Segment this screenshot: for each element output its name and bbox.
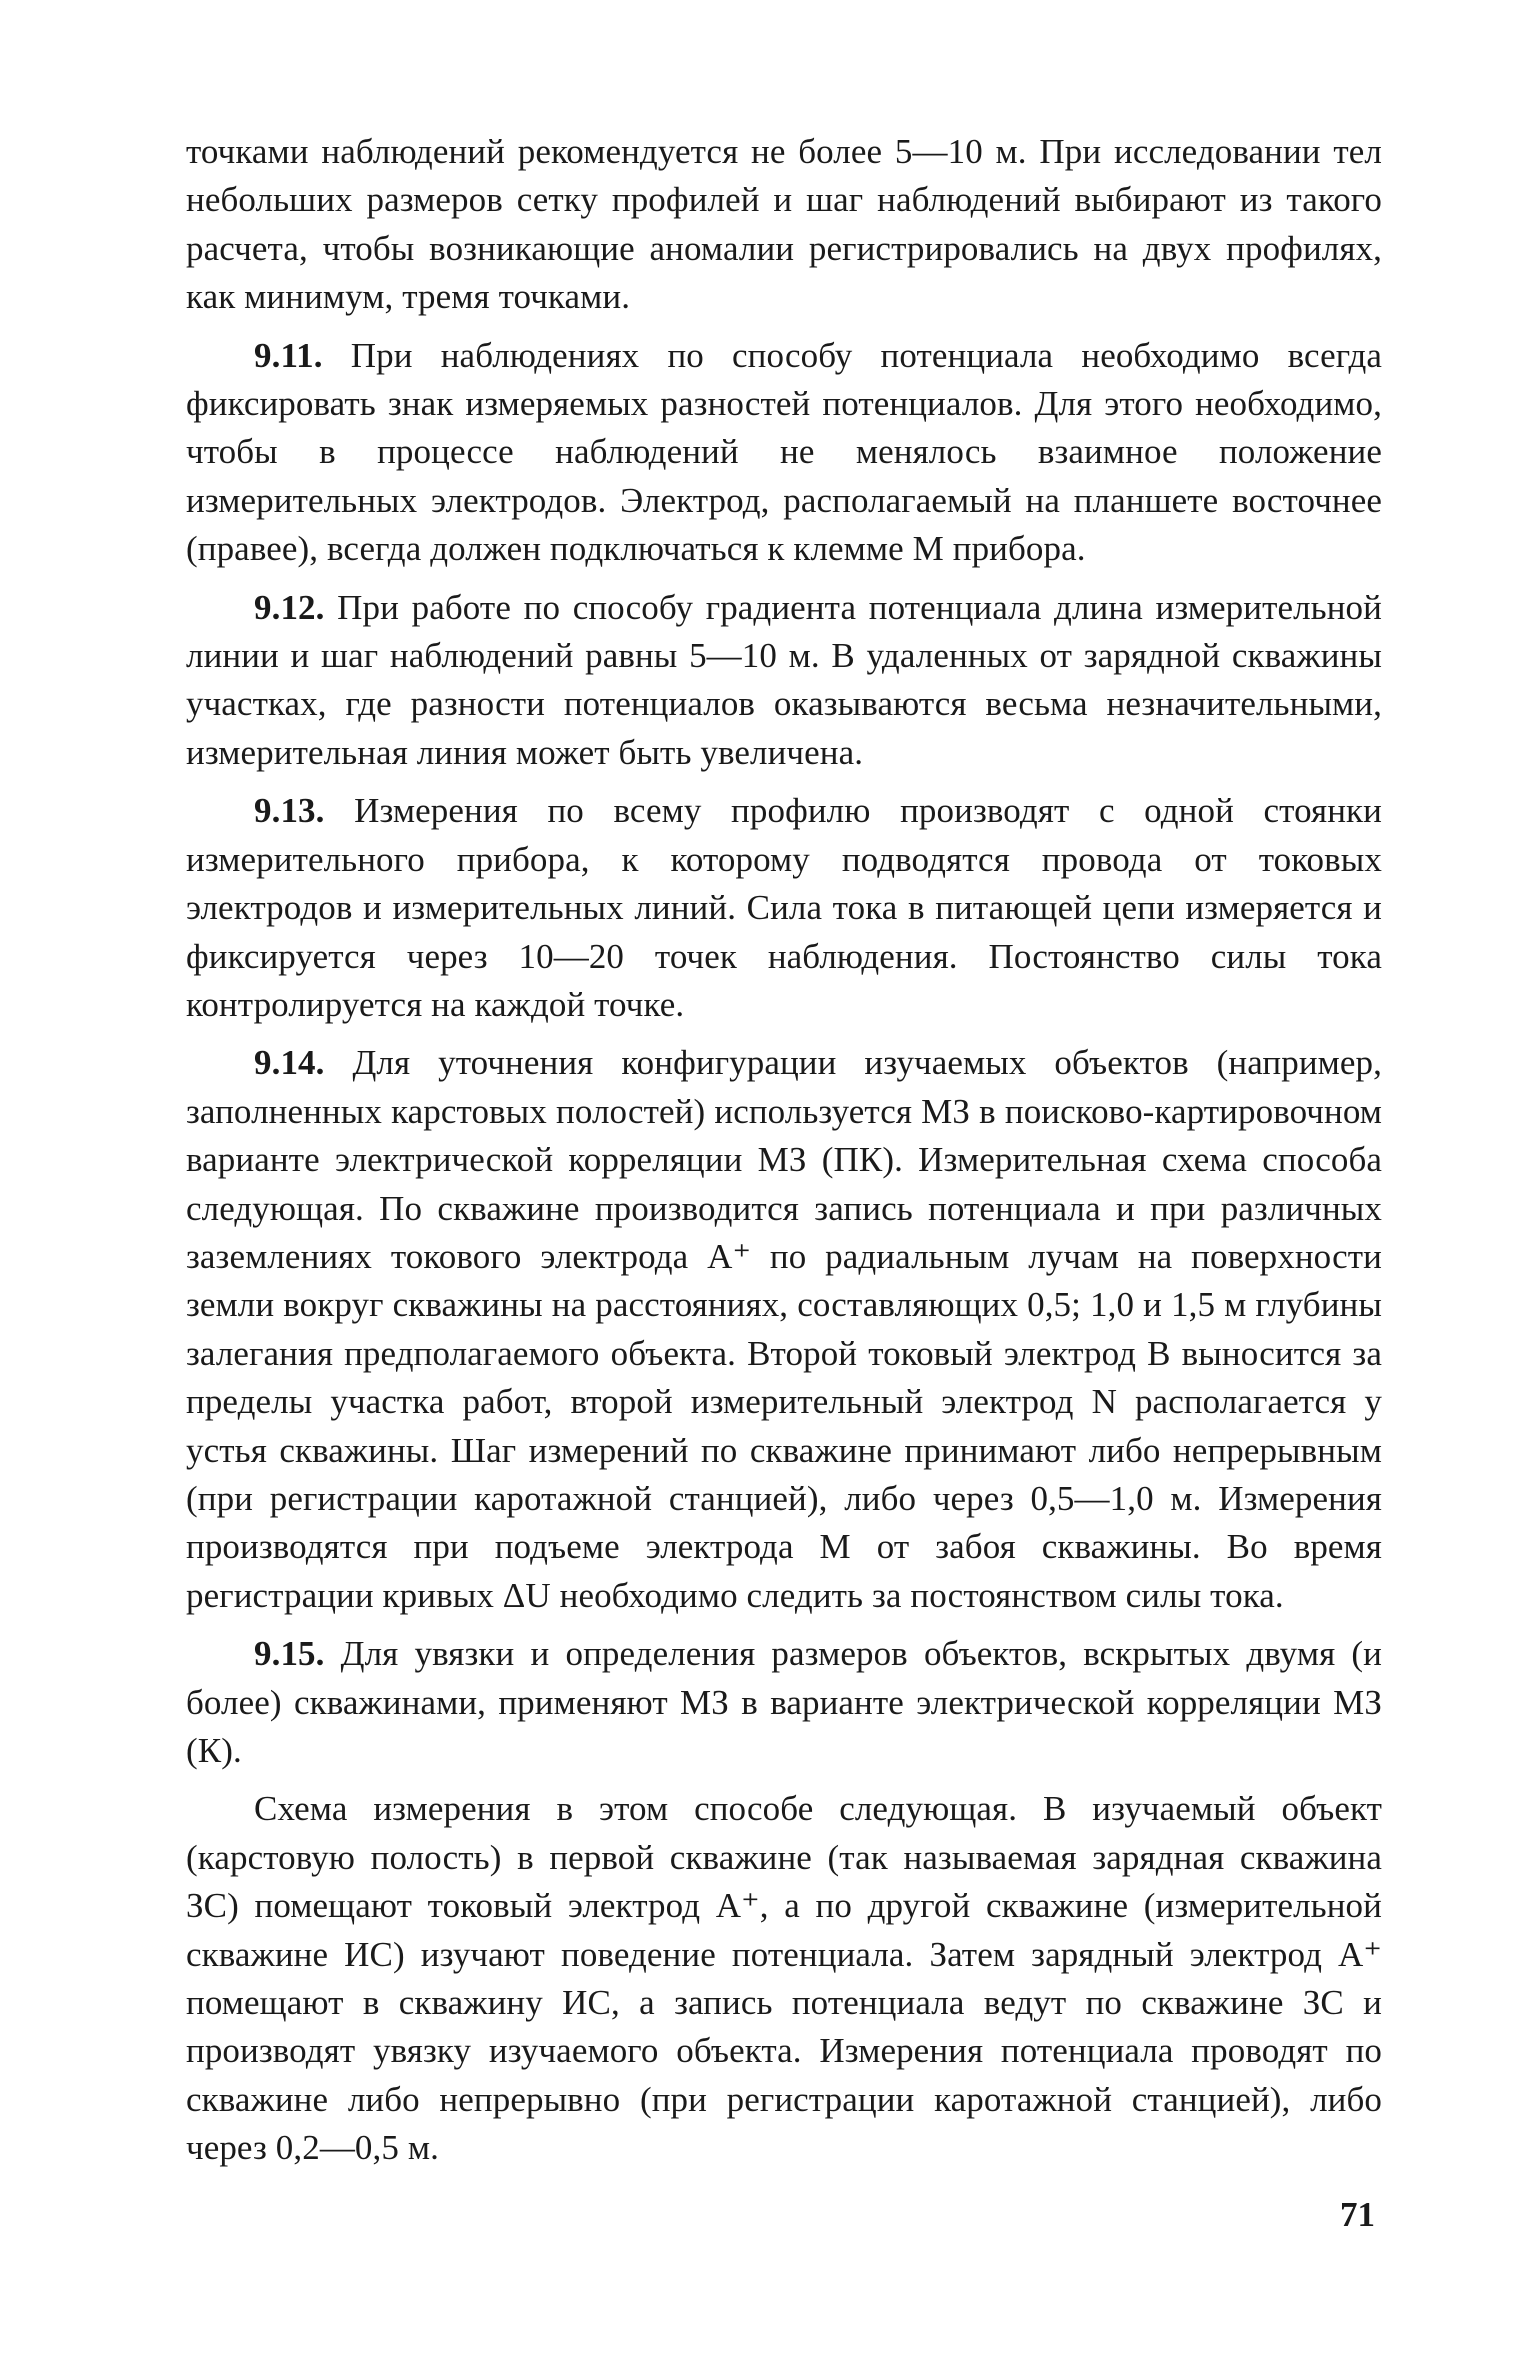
paragraph-text: Для увязки и определения размеров объектов, вскрытых двумя (и более) скважинами, применяют МЗ в варианте электрической корреляции МЗ (К).: [186, 1634, 1382, 1770]
section-number: 9.13.: [254, 791, 325, 831]
paragraph-9-13: [186, 787, 1382, 1029]
section-number: 9.15.: [254, 1634, 325, 1674]
page-number: 71: [1340, 2195, 1375, 2234]
section-number: 9.12.: [254, 587, 325, 627]
page-body: [186, 128, 1382, 2173]
paragraph-9-12: [186, 584, 1382, 778]
section-number: 9.11.: [254, 335, 323, 375]
paragraph-text: При наблюдениях по способу потенциала необходимо всегда фиксировать знак измеряемых разностей потенциалов. Для этого необходимо, чтобы в процессе наблюдений не менялось взаимное положение измерительных электродов. Электрод, располагаемый на планшете восточнее (правее), всегда должен подключаться к клемме М прибора.: [186, 335, 1382, 569]
paragraph-text: При работе по способу градиента потенциала длина измерительной линии и шаг наблюдений равны 5—10 м. В удаленных от зарядной скважины участках, где разности потенциалов оказываются весьма незначительными, измерительная линия может быть увеличена.: [186, 587, 1382, 772]
paragraph-text: точками наблюдений рекомендуется не более 5—10 м. При исследовании тел небольших размеров сетку профилей и шаг наблюдений выбирают из такого расчета, чтобы возникающие аномалии регистрировались на двух профилях, как минимум, тремя точками.: [186, 132, 1382, 317]
paragraph-text: Схема измерения в этом способе следующая. В изучаемый объект (карстовую полость) в первой скважине (так называемая зарядная скважина ЗС) помещают токовый электрод А⁺, а по другой скважине (измерительной скважине ИС) изучают поведение потенциала. Затем зарядный электрод А⁺ помещают в скважину ИС, а запись потенциала ведут по скважине ЗС и производят увязку изучаемого объекта. Измерения потенциала проводят по скважине либо непрерывно (при регистрации каротажной станцией), либо через 0,2—0,5 м.: [186, 1789, 1382, 2168]
paragraph-9-15: [186, 1630, 1382, 1775]
paragraph-scheme: [186, 1785, 1382, 2172]
paragraph-9-11: [186, 332, 1382, 574]
section-number: 9.14.: [254, 1043, 325, 1083]
paragraph-text: Измерения по всему профилю производят с одной стоянки измерительного прибора, к которому подводятся провода от токовых электродов и измерительных линий. Сила тока в питающей цепи измеряется и фиксируется через 10—20 точек наблюдения. Постоянство силы тока контролируется на каждой точке.: [186, 791, 1382, 1024]
paragraph-text: Для уточнения конфигурации изучаемых объектов (например, заполненных карстовых полостей) используется МЗ в поисково-картировочном варианте электрической корреляции МЗ (ПК). Измерительная схема способа следующая. По скважине производится запись потенциала и при различных заземлениях токового электрода А⁺ по радиальным лучам на поверхности земли вокруг скважины на расстояниях, составляющих 0,5; 1,0 и 1,5 м глубины залегания предполагаемого объекта. Второй токовый электрод В выносится за пределы участка работ, второй измерительный электрод N располагается у устья скважины. Шаг измерений по скважине принимают либо непрерывным (при регистрации каротажной станцией), либо через 0,5—1,0 м. Измерения производятся при подъеме электрода М от забоя скважины. Во время регистрации кривых ΔU необходимо следить за постоянством силы тока.: [186, 1043, 1382, 1615]
paragraph-continuation: [186, 128, 1382, 322]
paragraph-9-14: [186, 1039, 1382, 1620]
